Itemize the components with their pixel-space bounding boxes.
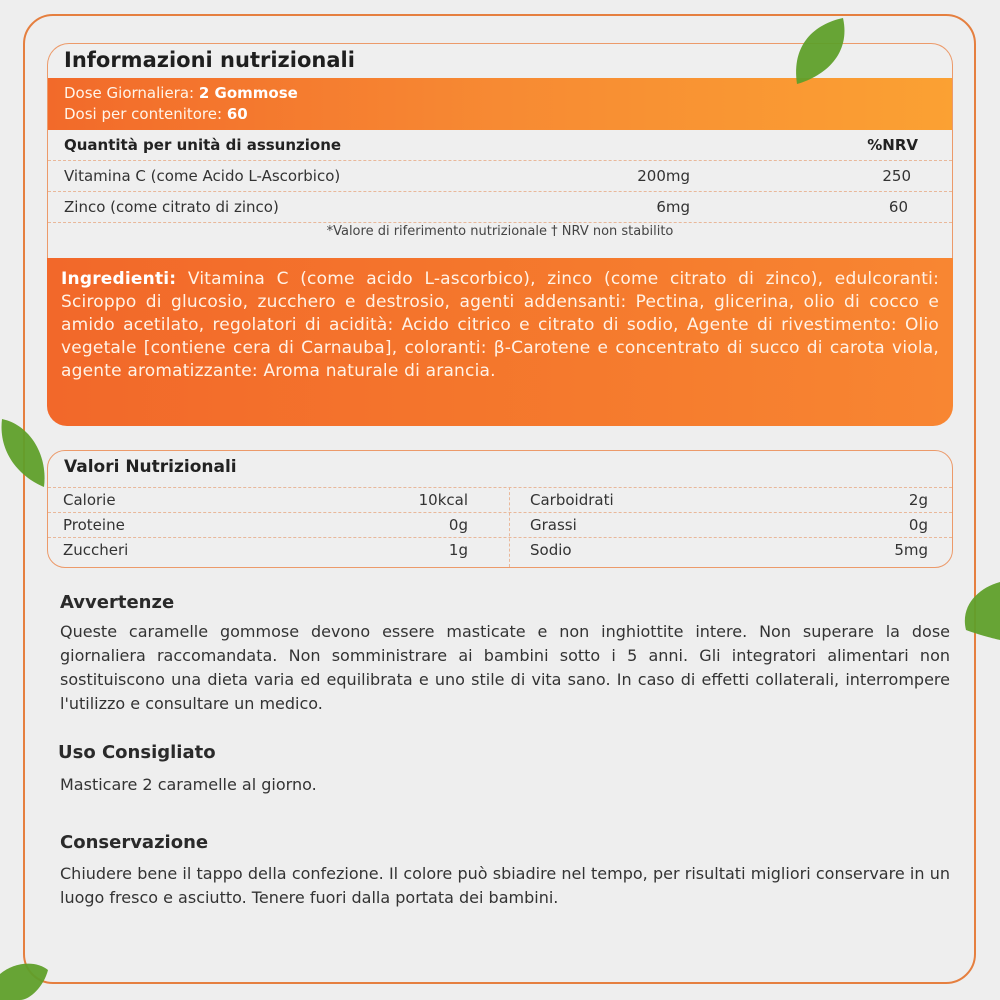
left-value: 1g	[448, 541, 468, 559]
usage-text: Masticare 2 caramelle al giorno.	[60, 775, 317, 794]
leaf-icon	[960, 580, 1000, 650]
table-row	[48, 487, 952, 512]
usage-title: Uso Consigliato	[58, 742, 216, 763]
right-value: 2g	[908, 491, 928, 509]
daily-dose-label: Dose Giornaliera:	[64, 84, 195, 102]
leaf-icon	[0, 415, 50, 490]
header-name: Quantità per unità di assunzione	[64, 136, 342, 154]
doses-per-container-label: Dosi per contenitore:	[64, 105, 223, 123]
ingredients-label: Ingredienti:	[61, 269, 177, 289]
nutritional-values-title: Valori Nutrizionali	[64, 457, 237, 477]
left-value: 0g	[448, 516, 468, 534]
leaf-icon	[785, 14, 855, 94]
table-row	[48, 537, 952, 562]
row-name: Vitamina C (come Acido L-Ascorbico)	[64, 167, 341, 185]
header-nrv: %NRV	[867, 136, 918, 154]
storage-text: Chiudere bene il tappo della confezione. Il colore può sbiadire nel tempo, per risultati migliori conservare in un luogo fresco e asciutto. Tenere fuori dalla portata dei bambini.	[60, 864, 950, 907]
row-nrv: 60	[888, 198, 908, 216]
warnings-title: Avvertenze	[60, 592, 175, 613]
right-value: 5mg	[894, 541, 928, 559]
table-row	[48, 512, 952, 537]
left-label: Calorie	[63, 491, 116, 509]
storage-title: Conservazione	[60, 832, 209, 853]
ingredients-panel	[47, 258, 953, 426]
right-value: 0g	[908, 516, 928, 534]
nutrition-table-header	[48, 130, 952, 161]
row-nrv: 250	[882, 167, 911, 185]
left-label: Proteine	[63, 516, 125, 534]
daily-dose-value: 2 Gommose	[198, 84, 298, 102]
doses-per-container-value: 60	[226, 105, 248, 123]
row-name: Zinco (come citrato di zinco)	[64, 198, 279, 216]
table-row	[48, 192, 952, 223]
row-amount: 6mg	[656, 198, 690, 216]
table-row	[48, 161, 952, 192]
doses-per-container	[64, 104, 936, 125]
nrv-footnote: *Valore di riferimento nutrizionale † NRV non stabilito	[326, 224, 674, 239]
left-value: 10kcal	[418, 491, 468, 509]
row-amount: 200mg	[637, 167, 690, 185]
left-label: Zuccheri	[63, 541, 129, 559]
ingredients-text: Vitamina C (come acido L-ascorbico), zinco (come citrato di zinco), edulcoranti: Sciroppo di glucosio, zucchero e destrosio, agenti addensanti: Pectina, glicerina, olio di cocco e amido acetilato, regolatori di acidità: Acido citrico e citrato di sodio, Agente di rivestimento: Olio vegetale [contiene cera di Carnauba], coloranti: β-Carotene e concentrato di succo di carota viola, agente aromatizzante: Aroma naturale di arancia.	[61, 269, 939, 381]
leaf-icon	[0, 960, 50, 1000]
warnings-text: Queste caramelle gommose devono essere masticate e non inghiottite intere. Non superare la dose giornaliera raccomandata. Non somministrare ai bambini sotto i 5 anni. Gli integratori alimentari non sostituiscono una dieta varia ed equilibrata e uno stile di vita sano. In caso di effetti collaterali, interrompere l'utilizzo e consultare un medico.	[60, 622, 950, 713]
nutrition-info-title: Informazioni nutrizionali	[64, 48, 355, 72]
right-label: Sodio	[530, 541, 572, 559]
nutritional-values-card	[47, 450, 953, 568]
right-label: Grassi	[530, 516, 577, 534]
right-label: Carboidrati	[530, 491, 614, 509]
